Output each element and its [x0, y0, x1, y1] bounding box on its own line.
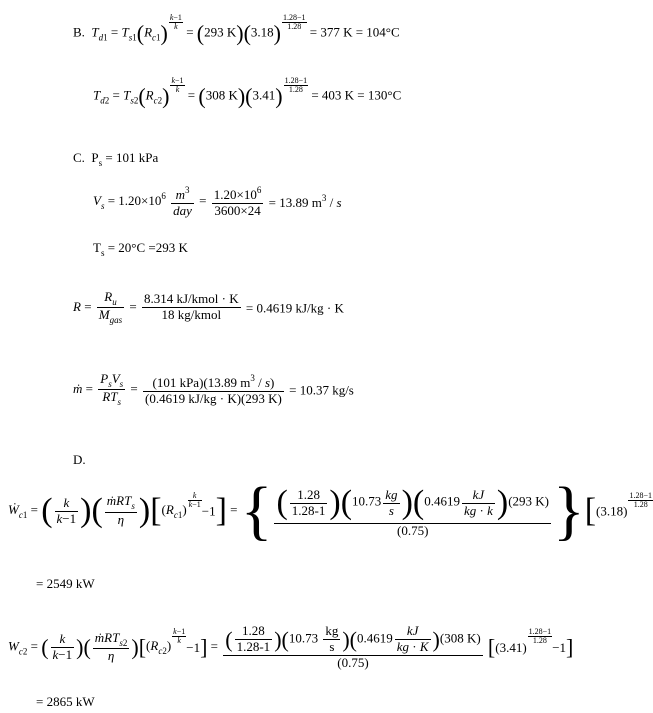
r-result: = 0.4619 kJ/kg · K [245, 300, 344, 316]
section-d-label: D. [73, 452, 86, 467]
wc2-equation: $W_{c2}$ = ( $\frac{k}{k-1}$ )( $\frac{ṁRT_{s2}}{\eta}$ )[$(R_{c2})$ $\frac{k-1}{k}$ −1] = ( $\frac{1.28}{1.28-1}$ )(10.73 $\frac{kg}{s}$ )(0.4619 $\frac{kJ}{kg \cdot K}$ )(308 K) (0.75) [(3.41) $\frac{1.28-1}{1.28}$ −1] [8, 623, 574, 670]
wc1-result: = 2549 kW [36, 576, 95, 591]
vs-equation: $V_s = 1.20\times 10^6$ $\frac{m^3}{\text{day}}$ = $\frac{1.20\times 10^6}{3600\times 24}$ = 13.89 $m^3$ / s [93, 185, 342, 218]
ps-line: C. $P_s = 101$ kPa [73, 150, 159, 168]
mdot-result: = 10.37 kg/s [289, 382, 354, 398]
td1-result: = 377 K = 104°C [309, 24, 400, 40]
ps-value: = 101 kPa [105, 150, 159, 165]
ts-value: = 20°C =293 K [107, 240, 188, 255]
r-equation: R = $\frac{R_u}{M_{gas}}$ = $\frac{\text{8.314 kJ/kmol · K}}{\text{18 kg/kmol}}$ = 0.4619 kJ/kg · K [73, 289, 344, 326]
vs-result: = 13.89 m [268, 195, 322, 211]
mdot-equation: ṁ = $\frac{P_sV_s}{RT_s}$ = $\frac{(101 kPa)(13.89 m^3 / s)}{(0.4619 kJ/kg \cdot K)(293 K)}$ = 10.37 kg/s [73, 371, 354, 408]
wc1-equation: Ẇ$_{c1}$ = ( $\frac{k}{k-1}$ )( $\frac{ṁRT_s}{\eta}$ )[$(R_{c1})$ $\frac{k}{k-1}$ −1] = { ( $\frac{1.28}{1.28-1}$ )(10.73 $\frac{kg}{s}$ )(0.4619 $\frac{kJ}{kg \cdot k}$ )(293 K) (0.75) }[(3.18) $\frac{1.28-1}{1.28}$ [8, 474, 652, 547]
section-b-label: B. [73, 24, 85, 40]
wc2-result: = 2865 kW [36, 694, 95, 709]
ts-line: $T_s = 20^\circ C =293$ K [93, 240, 188, 258]
td2-equation: $T_{d2} = T_{s2}(R_{c2})$ $\frac{k-1}{k}$ = (308 K)(3.41) $\frac{1.28-1}{1.28}$ = 403 K = 130°C [93, 76, 402, 109]
section-c-label: C. [73, 150, 85, 165]
td1-equation: B. $T_{d1} = T_{s1}(R_{c1})$ $\frac{k-1}{k}$ = (293 K)(3.18) $\frac{1.28-1}{1.28}$ = 377 K = 104°C [73, 13, 400, 46]
td2-result: = 403 K = 130°C [311, 87, 402, 103]
